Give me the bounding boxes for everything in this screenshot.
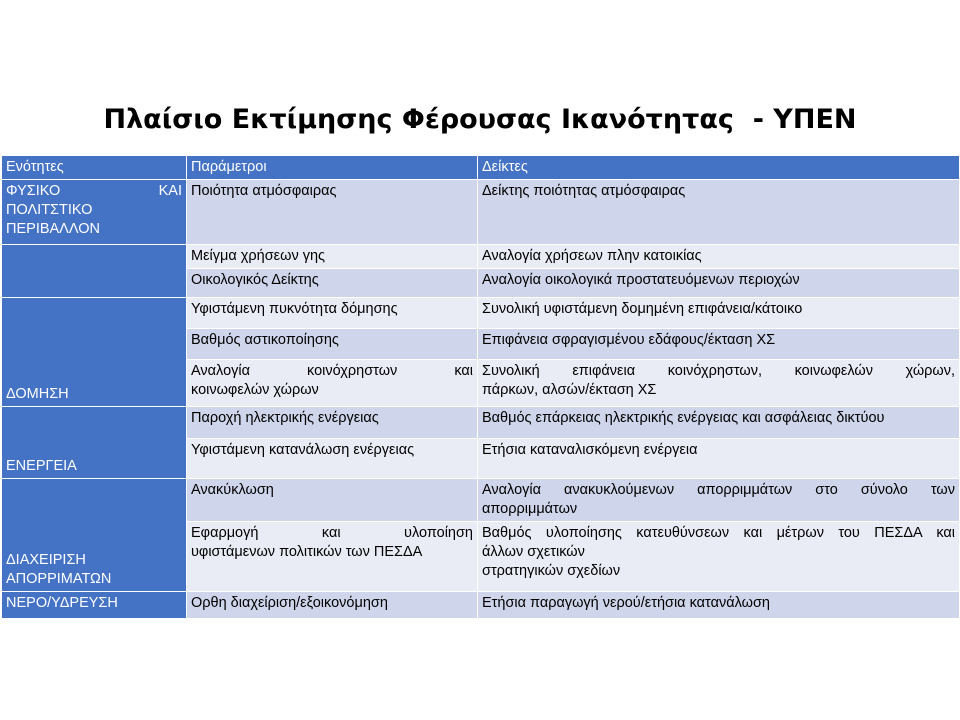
header-sections: Ενότητες [2,156,187,180]
header-indicators: Δείκτες [478,156,960,180]
table-header-row [2,156,960,180]
param-cell [187,360,478,407]
indicator-cell: Επιφάνεια σφραγισμένου εδάφους/έκταση ΧΣ [478,329,960,360]
table-row [2,592,960,619]
param-line: υφιστάμενων πολιτικών των ΠΕΣΔΑ [191,544,423,560]
indicator-line: Βαθμός υλοποίησης κατευθύνσεων και μέτρων του ΠΕΣΔΑ και [482,525,955,541]
category-label: ΕΝΕΡΓΕΙΑ [6,458,77,474]
table-row [2,180,960,245]
param-cell: Βαθμός αστικοποίησης [187,329,478,360]
indicator-cell: Αναλογία οικολογικά προστατευόμενων περιοχών [478,269,960,298]
indicator-line: Συνολική επιφάνεια κοινόχρηστων, κοινωφελών χώρων, [482,363,955,379]
category-label: ΝΕΡΟ/ΥΔΡΕΥΣΗ [6,595,118,611]
indicator-cell: Αναλογία χρήσεων πλην κατοικίας [478,245,960,269]
category-waste-management [2,479,187,592]
table-row [2,479,960,522]
category-label: ΠΟΛΙΤΣΤΙΚΟ [6,202,93,218]
indicator-line: πάρκων, αλσών/έκταση ΧΣ [482,382,657,398]
indicator-cell: Ετήσια καταναλισκόμενη ενέργεια [478,439,960,479]
indicator-cell [478,479,960,522]
category-label: ΦΥΣΙΚΟ [6,183,61,199]
param-cell: Παροχή ηλεκτρικής ενέργειας [187,407,478,439]
indicator-cell: Βαθμός επάρκειας ηλεκτρικής ενέργειας και ασφάλειας δικτύου [478,407,960,439]
indicator-line: άλλων σχετικών [482,544,585,560]
param-line: Αναλογία κοινόχρηστων και [191,363,473,379]
indicator-line: Αναλογία ανακυκλούμενων απορριμμάτων στο σύνολο των [482,482,955,498]
param-cell: Υφιστάμενη κατανάλωση ενέργειας [187,439,478,479]
indicator-cell: Ετήσια παραγωγή νερού/ετήσια κατανάλωση [478,592,960,619]
param-cell: Ορθη διαχείριση/εξοικονόμηση [187,592,478,619]
param-cell: Υφιστάμενη πυκνότητα δόμησης [187,298,478,329]
category-label: ΔΙΑΧΕΙΡΙΣΗ [6,552,86,568]
indicator-line: στρατηγικών σχεδίων [482,563,621,579]
category-energy [2,407,187,479]
param-cell [187,522,478,592]
category-label: ΔΟΜΗΣΗ [6,386,69,402]
category-label: ΠΕΡΙΒΑΛΛΟΝ [6,221,101,237]
table-row [2,245,960,269]
indicator-cell [478,360,960,407]
category-water-supply [2,592,187,619]
category-label: ΑΠΟΡΡΙΜΑΤΩΝ [6,571,112,587]
param-cell: Μείγμα χρήσεων γης [187,245,478,269]
indicator-line: απορριμμάτων [482,501,578,517]
category-building [2,298,187,407]
indicator-cell: Δείκτης ποιότητας ατμόσφαιρας [478,180,960,245]
table-row [2,298,960,329]
category-label: ΚΑΙ [158,183,182,199]
page-title: Πλαίσιο Εκτίμησης Φέρουσας Ικανότητας - ΥΠΕΝ [103,104,857,135]
category-physical-cultural-environment [2,180,187,245]
indicator-cell: Συνολική υφιστάμενη δομημένη επιφάνεια/κάτοικο [478,298,960,329]
param-cell: Οικολογικός Δείκτης [187,269,478,298]
header-parameters: Παράμετροι [187,156,478,180]
capacity-table [1,155,960,619]
param-cell: Ανακύκλωση [187,479,478,522]
param-line: κοινωφελών χώρων [191,382,319,398]
indicator-cell [478,522,960,592]
param-cell: Ποιότητα ατμόσφαιρας [187,180,478,245]
param-line: Εφαρμογή και υλοποίηση [191,525,473,541]
table-row [2,407,960,439]
category-empty [2,245,187,298]
